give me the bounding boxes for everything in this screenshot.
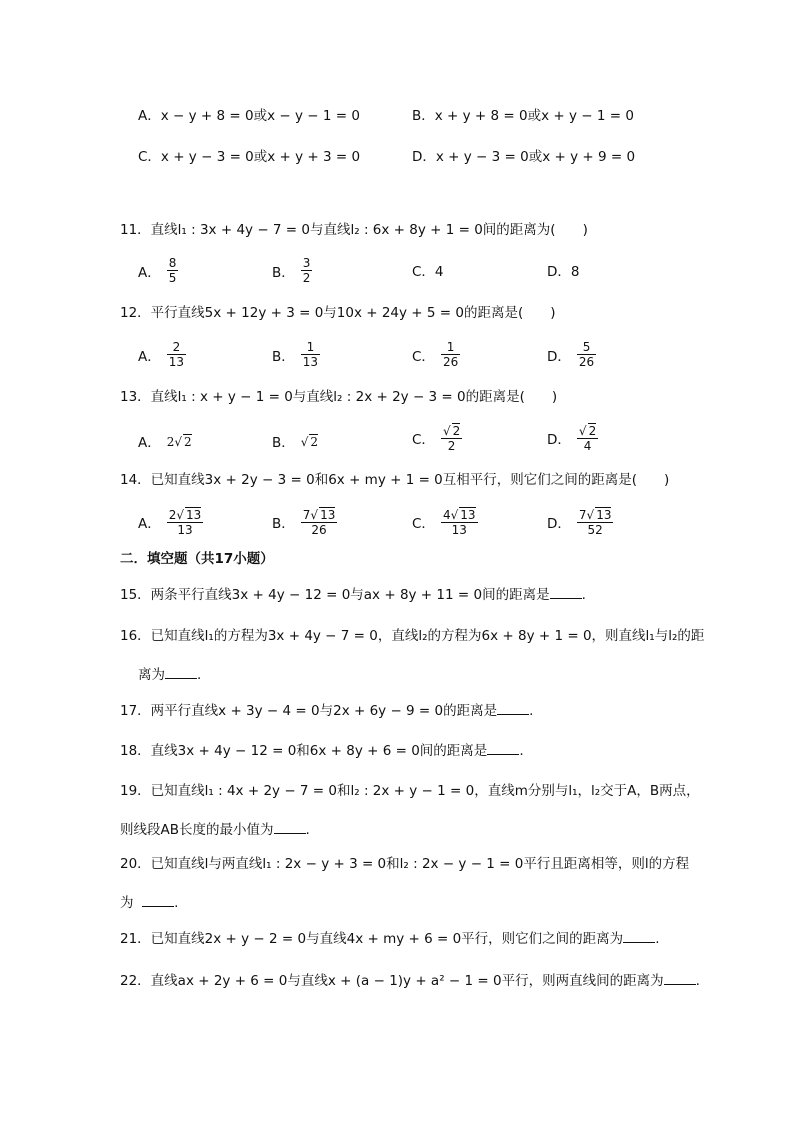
q22 bbox=[120, 972, 700, 989]
numerator: 1 bbox=[306, 340, 315, 354]
radicand: 2 bbox=[184, 434, 192, 449]
q10-option-c: C．x + y − 3 = 0或x + y + 3 = 0 bbox=[138, 149, 361, 165]
q16-line2 bbox=[138, 666, 201, 683]
q19-line2 bbox=[120, 821, 310, 838]
denominator: 2 bbox=[441, 438, 462, 453]
denominator: 13 bbox=[302, 355, 319, 369]
numerator: 8 bbox=[168, 256, 177, 270]
numerator: √ 2 bbox=[442, 424, 461, 438]
denominator: 26 bbox=[301, 522, 338, 537]
fraction bbox=[167, 340, 186, 369]
option-label: B． bbox=[272, 516, 295, 532]
q15-text: 15．两条平行直线3x + 4y − 12 = 0与ax + 8y + 11 = 0间的距离是 bbox=[120, 587, 550, 603]
q20-text: 为 bbox=[120, 895, 134, 911]
q12-stem: 12．平行直线5x + 12y + 3 = 0与10x + 24y + 5 = 0的距离是( ) bbox=[120, 305, 556, 321]
numerator: √ 2 bbox=[578, 424, 597, 438]
answer-blank[interactable] bbox=[664, 972, 696, 985]
q21 bbox=[120, 930, 659, 947]
option-label: D． bbox=[547, 348, 571, 365]
numerator: 4√ 13 bbox=[442, 508, 476, 522]
q14-option-c bbox=[412, 507, 478, 537]
answer-blank[interactable] bbox=[497, 702, 529, 715]
numerator: 5 bbox=[582, 340, 591, 354]
q19-line1: 19．已知直线l₁ : 4x + 2y − 7 = 0和l₂ : 2x + y − 1 = 0，直线m分别与l₁，l₂交于A，B两点， bbox=[120, 783, 700, 799]
period: . bbox=[305, 822, 310, 838]
option-label: C． bbox=[412, 516, 435, 532]
q21-text: 21．已知直线2x + y − 2 = 0与直线4x + my + 6 = 0平行，则它们之间的距离为 bbox=[120, 931, 624, 947]
numerator: 7√ 13 bbox=[578, 508, 612, 522]
denominator: 2 bbox=[302, 271, 311, 285]
coefficient: 2 bbox=[168, 508, 177, 522]
q22-text: 22．直线ax + 2y + 6 = 0与直线x + (a − 1)y + a² − 1 = 0平行，则两直线间的距离为 bbox=[120, 973, 664, 989]
q10-option-b: B．x + y + 8 = 0或x + y − 1 = 0 bbox=[412, 108, 634, 124]
radicand: 2 bbox=[452, 424, 461, 438]
period: . bbox=[655, 931, 660, 947]
option-label: A． bbox=[138, 264, 161, 281]
coefficient: 4 bbox=[442, 508, 451, 522]
q14-stem: 14．已知直线3x + 2y − 3 = 0和6x + my + 1 = 0互相平行，则它们之间的距离是( ) bbox=[120, 472, 670, 488]
period: . bbox=[174, 895, 179, 911]
fraction bbox=[577, 507, 614, 537]
coefficient: 7 bbox=[302, 508, 311, 522]
q11-option-c: C．4 bbox=[412, 264, 444, 280]
option-label: C． bbox=[412, 348, 435, 365]
q17-text: 17．两平行直线x + 3y − 4 = 0与2x + 6y − 9 = 0的距离是 bbox=[120, 703, 498, 719]
radical-expression: 2√ 2 bbox=[166, 434, 192, 449]
fraction bbox=[167, 256, 179, 285]
coefficient: 2 bbox=[166, 434, 175, 449]
q18-text: 18．直线3x + 4y − 12 = 0和6x + 8y + 6 = 0间的距离是 bbox=[120, 743, 488, 759]
option-label: B． bbox=[272, 264, 295, 281]
q19-text: 则线段AB长度的最小值为 bbox=[120, 822, 274, 838]
q14-option-d bbox=[547, 507, 613, 537]
q14-option-b bbox=[272, 507, 337, 537]
radicand: 2 bbox=[310, 434, 319, 449]
fraction bbox=[441, 340, 460, 369]
numerator: 2 bbox=[172, 340, 181, 354]
option-label: B． bbox=[272, 435, 295, 451]
option-label: D． bbox=[547, 516, 571, 532]
radicand: 13 bbox=[596, 508, 612, 522]
q16-line1: 16．已知直线l₁的方程为3x + 4y − 7 = 0，直线l₂的方程为6x + 8y + 1 = 0，则直线l₁与l₂的距 bbox=[120, 628, 705, 644]
numerator: 1 bbox=[446, 340, 455, 354]
q14-option-a bbox=[138, 507, 203, 537]
period: . bbox=[519, 743, 524, 759]
fraction bbox=[301, 507, 338, 537]
fraction bbox=[441, 423, 462, 453]
radical-expression: √ 2 bbox=[300, 434, 319, 449]
q13-option-b bbox=[272, 431, 318, 451]
q12-option-b bbox=[272, 340, 320, 369]
denominator: 13 bbox=[441, 522, 478, 537]
denominator: 26 bbox=[578, 355, 595, 369]
answer-blank[interactable] bbox=[623, 930, 655, 943]
q13-stem: 13．直线l₁ : x + y − 1 = 0与直线l₂ : 2x + 2y − 3 = 0的距离是( ) bbox=[120, 389, 558, 405]
denominator: 4 bbox=[577, 438, 598, 453]
fraction bbox=[441, 507, 478, 537]
fraction bbox=[301, 256, 313, 285]
q16-text: 离为 bbox=[138, 667, 165, 683]
answer-blank[interactable] bbox=[550, 586, 582, 599]
q13-option-c bbox=[412, 423, 462, 453]
q18 bbox=[120, 742, 524, 759]
fraction bbox=[301, 340, 320, 369]
radicand: 2 bbox=[588, 424, 597, 438]
option-label: A． bbox=[138, 516, 161, 532]
period: . bbox=[695, 973, 700, 989]
period: . bbox=[529, 703, 534, 719]
option-label: C． bbox=[412, 432, 435, 448]
option-label: B． bbox=[272, 348, 295, 365]
answer-blank[interactable] bbox=[487, 742, 519, 755]
q10-option-d: D．x + y − 3 = 0或x + y + 9 = 0 bbox=[412, 149, 636, 165]
q20-line2 bbox=[120, 894, 178, 911]
radicand: 13 bbox=[320, 508, 336, 522]
denominator: 52 bbox=[577, 522, 614, 537]
q20-line1: 20．已知直线l与两直线l₁ : 2x − y + 3 = 0和l₂ : 2x − y − 1 = 0平行且距离相等，则l的方程 bbox=[120, 856, 690, 872]
q11-option-d: D．8 bbox=[547, 264, 580, 280]
numerator: 7√ 13 bbox=[302, 508, 336, 522]
option-label: A． bbox=[138, 348, 161, 365]
answer-blank[interactable] bbox=[274, 821, 306, 834]
q13-option-d bbox=[547, 423, 598, 453]
denominator: 5 bbox=[168, 271, 177, 285]
q12-option-a bbox=[138, 340, 186, 369]
q11-option-a bbox=[138, 256, 178, 285]
denominator: 13 bbox=[168, 355, 185, 369]
radicand: 13 bbox=[460, 508, 476, 522]
answer-blank[interactable] bbox=[165, 666, 197, 679]
denominator: 26 bbox=[442, 355, 459, 369]
fraction bbox=[167, 507, 204, 537]
radicand: 13 bbox=[186, 508, 202, 522]
numerator: 3 bbox=[302, 256, 311, 270]
fraction bbox=[577, 423, 598, 453]
q12-option-c bbox=[412, 340, 460, 369]
q15 bbox=[120, 586, 586, 603]
coefficient: 7 bbox=[578, 508, 587, 522]
q10-option-a: A．x − y + 8 = 0或x − y − 1 = 0 bbox=[138, 108, 360, 124]
denominator: 13 bbox=[167, 522, 204, 537]
fraction bbox=[577, 340, 596, 369]
q17 bbox=[120, 702, 533, 719]
q11-stem: 11．直线l₁ : 3x + 4y − 7 = 0与直线l₂ : 6x + 8y + 1 = 0间的距离为( ) bbox=[120, 222, 588, 238]
option-label: D． bbox=[547, 432, 571, 448]
answer-blank[interactable] bbox=[142, 894, 174, 907]
q12-option-d bbox=[547, 340, 596, 369]
option-label: A． bbox=[138, 435, 161, 451]
numerator: 2√ 13 bbox=[168, 508, 202, 522]
q11-option-b bbox=[272, 256, 312, 285]
period: . bbox=[197, 667, 202, 683]
q13-option-a bbox=[138, 431, 192, 451]
section-heading: 二．填空题（共17小题） bbox=[120, 551, 274, 567]
period: . bbox=[581, 587, 586, 603]
